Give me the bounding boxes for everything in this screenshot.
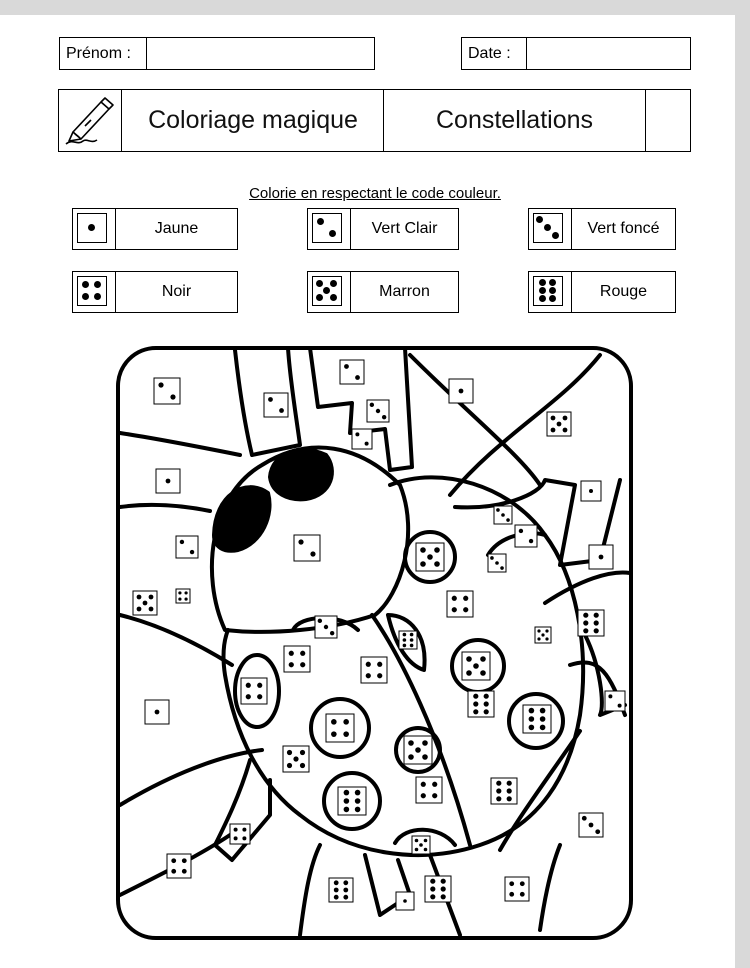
activity-title: Coloriage magique — [148, 106, 358, 134]
region-dice-marker — [505, 877, 529, 901]
theme-title: Constellations — [435, 106, 594, 134]
region-dice-marker — [416, 543, 444, 571]
key-color-name: Jaune — [154, 220, 199, 237]
region-dice-marker — [167, 854, 191, 878]
dice-markers — [133, 360, 625, 910]
region-dice-marker — [579, 813, 603, 837]
region-dice-marker — [425, 876, 451, 902]
region-dice-marker — [581, 481, 601, 501]
region-dice-marker — [264, 393, 288, 417]
region-dice-marker — [329, 878, 353, 902]
region-dice-marker — [156, 469, 180, 493]
region-dice-marker — [605, 691, 625, 711]
region-dice-marker — [367, 400, 389, 422]
key-color-name: Noir — [161, 283, 192, 300]
region-dice-marker — [145, 700, 169, 724]
region-dice-marker — [404, 736, 432, 764]
region-dice-marker — [133, 591, 157, 615]
region-dice-marker — [491, 778, 517, 804]
region-dice-marker — [326, 714, 354, 742]
region-dice-marker — [241, 678, 267, 704]
region-dice-marker — [284, 646, 310, 672]
key-color-name: Vert foncé — [587, 220, 660, 237]
region-dice-marker — [396, 892, 414, 910]
region-dice-marker — [294, 535, 320, 561]
region-dice-marker — [535, 627, 551, 643]
region-dice-marker — [523, 705, 551, 733]
region-dice-marker — [230, 824, 250, 844]
region-dice-marker — [468, 691, 494, 717]
region-dice-marker — [176, 589, 190, 603]
region-dice-marker — [338, 787, 366, 815]
region-dice-marker — [315, 616, 337, 638]
region-dice-marker — [447, 591, 473, 617]
region-dice-marker — [361, 657, 387, 683]
worksheet-page — [0, 15, 735, 968]
name-label: Prénom : — [66, 44, 131, 62]
instruction-text: Colorie en respectant le code couleur. — [249, 185, 501, 202]
region-dice-marker — [176, 536, 198, 558]
region-dice-marker — [488, 554, 506, 572]
region-dice-marker — [589, 545, 613, 569]
region-dice-marker — [515, 525, 537, 547]
region-dice-marker — [412, 836, 430, 854]
region-dice-marker — [547, 412, 571, 436]
region-dice-marker — [578, 610, 604, 636]
key-color-name: Marron — [379, 283, 430, 300]
key-color-name: Rouge — [599, 283, 648, 300]
region-dice-marker — [416, 777, 442, 803]
region-dice-marker — [340, 360, 364, 384]
region-dice-marker — [449, 379, 473, 403]
key-color-name: Vert Clair — [371, 220, 438, 237]
region-dice-marker — [154, 378, 180, 404]
region-dice-marker — [352, 429, 372, 449]
region-dice-marker — [283, 746, 309, 772]
ladybug-coloring-picture — [0, 15, 735, 968]
region-dice-marker — [462, 652, 490, 680]
region-dice-marker — [399, 631, 417, 649]
region-dice-marker — [494, 506, 512, 524]
date-label: Date : — [468, 44, 511, 62]
